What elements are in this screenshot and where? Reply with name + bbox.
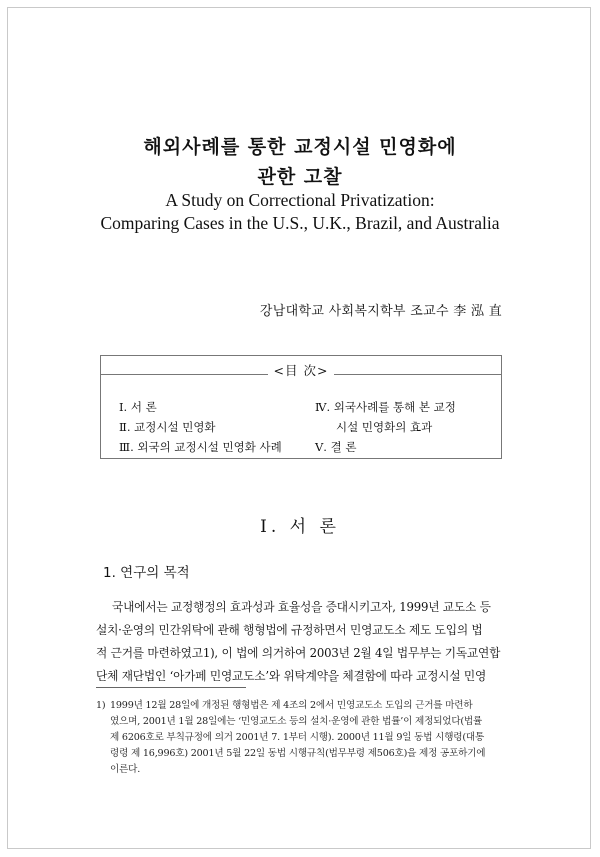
english-title-line-2: Comparing Cases in the U.S., U.K., Brazil, and Australia	[100, 213, 500, 233]
toc-item-effects-line-2: 시설 민영화의 효과	[336, 420, 433, 434]
section-heading: Ⅰ. 서 론	[260, 517, 340, 537]
toc-item-effects-line-1: Ⅳ. 외국사례를 통해 본 교정	[315, 400, 456, 414]
footnote-number: 1)	[96, 700, 106, 711]
toc-item-conclusion: Ⅴ. 결 론	[315, 440, 357, 454]
toc-item-foreign-cases: Ⅲ. 외국의 교정시설 민영화 사례	[119, 440, 282, 454]
body-paragraph-line: 국내에서는 교정행정의 효과성과 효율성을 증대시키고자, 1999년 교도소 등	[112, 600, 491, 614]
toc-item-introduction: Ⅰ. 서 론	[119, 400, 157, 414]
table-of-contents	[100, 355, 502, 459]
footnote-line: 제 6206호로 부칙규정에 의거 2001년 7. 1부터 시행). 2000년 11월 9일 동법 시행령(대통	[110, 732, 485, 743]
footnote-line: 령령 제 16,996호) 2001년 5월 22일 동법 시행규칙(법무부령 제506호)을 제정 공포하기에	[110, 748, 486, 759]
footnote-line	[96, 697, 472, 711]
body-paragraph-line: 설치·운영의 민간위탁에 관해 행형법에 규정하면서 민영교도소 제도 도입의 법	[96, 623, 483, 637]
english-title-line-1: A Study on Correctional Privatization:	[165, 190, 435, 210]
body-paragraph-line: 적 근거를 마련하였고1), 이 법에 의거하여 2003년 2월 4일 법무부는 기독교연합	[96, 646, 501, 660]
footnote-divider	[96, 687, 246, 688]
footnote-line: 였으며, 2001년 1월 28일에는 ‘민영교도소 등의 설치·운영에 관한 법률’이 제정되었다(법률	[110, 716, 483, 727]
subsection-heading: 1. 연구의 목적	[103, 565, 190, 581]
footnote-line: 이른다.	[110, 764, 141, 775]
toc-item-privatization: Ⅱ. 교정시설 민영화	[119, 420, 216, 434]
body-paragraph-line: 단체 재단법인 ‘아가페 민영교도소’와 위탁계약을 체결함에 따라 교정시설 민영	[96, 669, 487, 683]
toc-heading: <目 次>	[268, 363, 335, 378]
author-affiliation: 강남대학교 사회복지학부 조교수 李 泓 直	[259, 304, 502, 319]
korean-title-line-1: 해외사례를 통한 교정시설 민영화에	[143, 136, 457, 158]
korean-title-line-2: 관한 고찰	[257, 166, 343, 188]
footnote-text: 1999년 12월 28일에 개정된 행형법은 제 4조의 2에서 민영교도소 도입의 근거를 마련하	[110, 700, 473, 711]
